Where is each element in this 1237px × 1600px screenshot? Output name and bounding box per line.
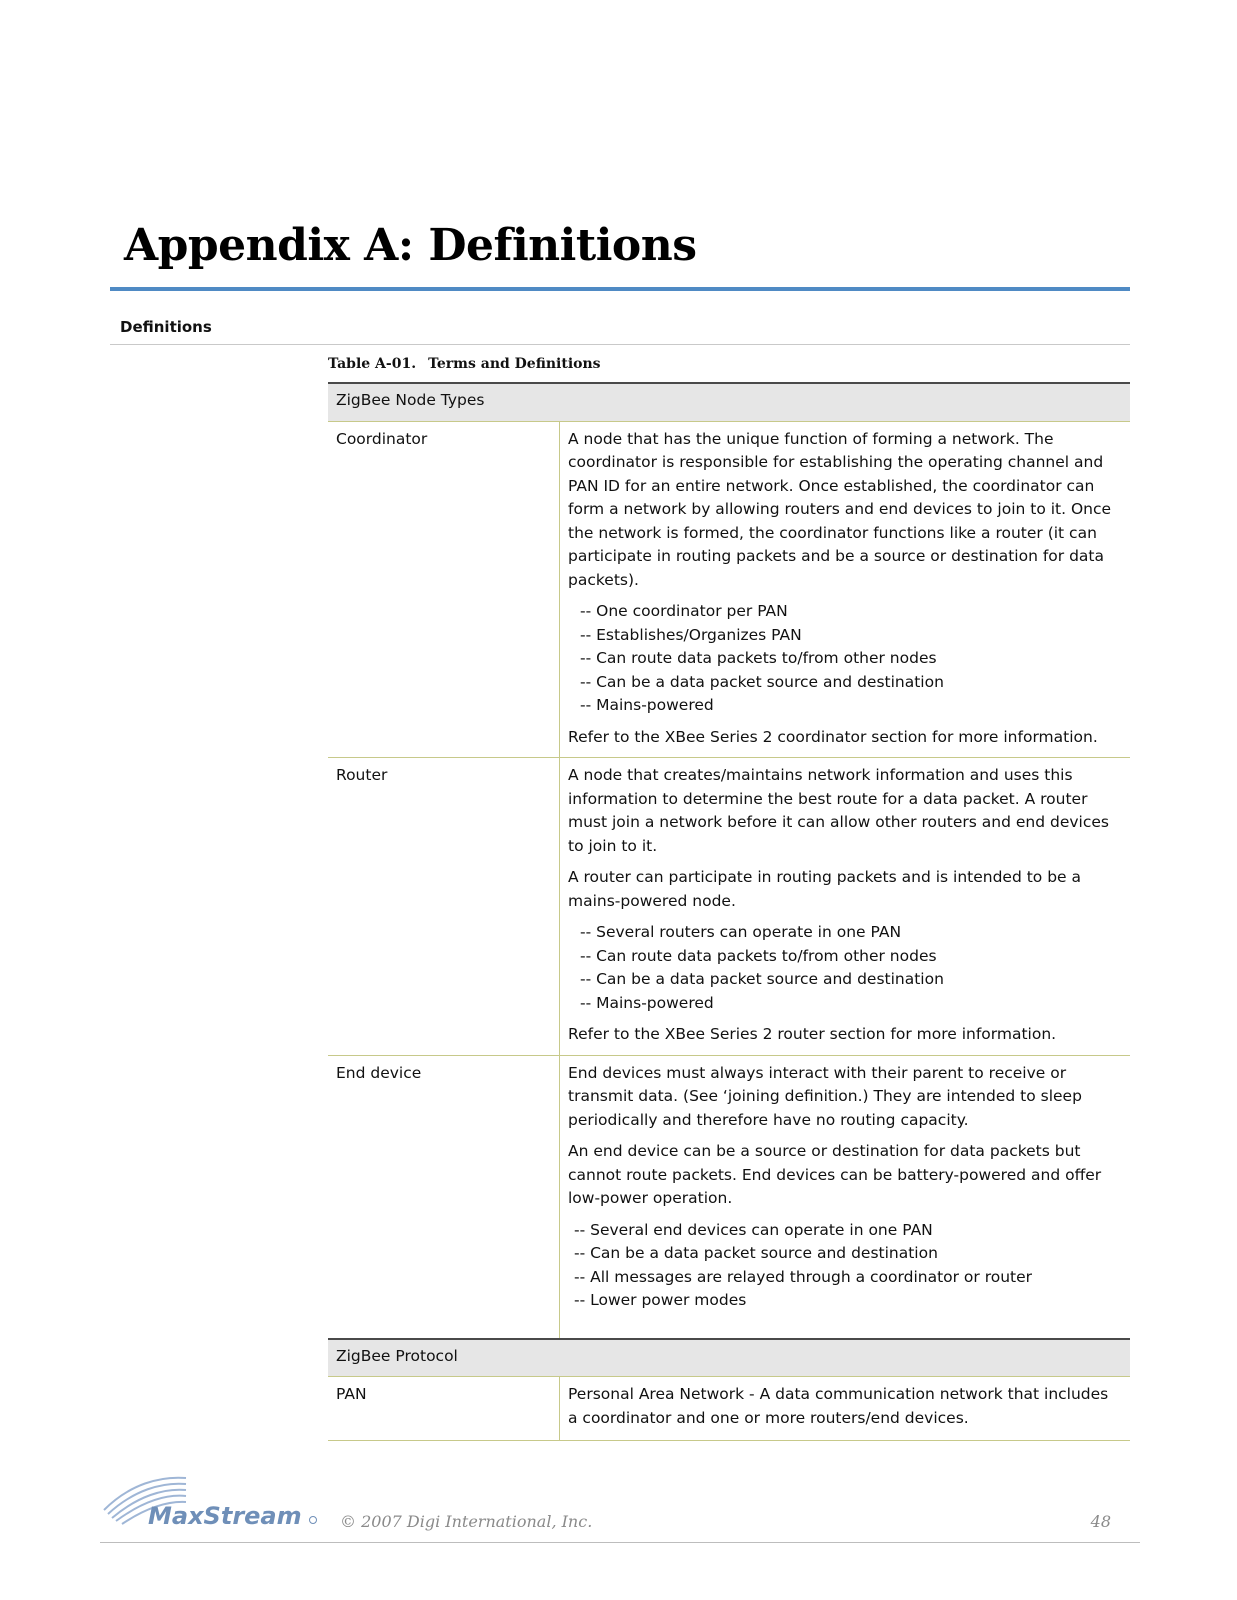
definition-paragraph: A node that creates/maintains network information and uses this information to determine the best route for a data packet. A router must join a network before it can allow other routers and end devices to join to it. (568, 766, 1109, 855)
term-router: Router (328, 758, 560, 1056)
list-item: -- Several routers can operate in one PAN (580, 923, 902, 941)
term-coordinator: Coordinator (328, 421, 560, 758)
list-item: -- Establishes/Organizes PAN (580, 625, 802, 644)
definition-closing: Refer to the XBee Series 2 coordinator section for more information. (568, 727, 1098, 746)
group-header-protocol: ZigBee Protocol (328, 1339, 1130, 1377)
logo-text: MaxStream (148, 1502, 302, 1530)
table-row (328, 1055, 1130, 1339)
table-row (328, 1377, 1130, 1441)
group-header-node-types: ZigBee Node Types (328, 383, 1130, 421)
definition-paragraph: Personal Area Network - A data communication network that includes a coordinator and one or more routers/end devices. (568, 1385, 1109, 1427)
list-item: -- Can route data packets to/from other nodes (580, 946, 937, 965)
list-item: -- Can be a data packet source and destination (574, 1244, 938, 1262)
definition-paragraph: A router can participate in routing packets and is intended to be a mains-powered node. (568, 868, 1082, 910)
table-caption (328, 356, 601, 372)
group-header-row (328, 1339, 1130, 1377)
page-title: Appendix A: Definitions (124, 220, 697, 271)
list-item: -- Mains-powered (580, 696, 714, 714)
term-end-device: End device (328, 1055, 560, 1339)
list-item: -- Can route data packets to/from other nodes (580, 649, 937, 667)
list-item: -- All messages are relayed through a coordinator or router (574, 1267, 1033, 1286)
table-row (328, 421, 1130, 758)
list-item: -- One coordinator per PAN (580, 602, 788, 620)
group-header-row (328, 383, 1130, 421)
definition-router (560, 758, 1131, 1056)
list-item: -- Can be a data packet source and destination (580, 970, 944, 988)
title-rule (110, 287, 1130, 291)
table-caption-number: Table A-01. (328, 356, 417, 372)
table-row (328, 758, 1130, 1056)
maxstream-logo (100, 1474, 325, 1540)
feature-list (574, 1219, 1122, 1313)
definition-paragraph: An end device can be a source or destination for data packets but cannot route packets. End devices can be battery-powered and offer low-power operation. (568, 1142, 1102, 1207)
footer-rule (100, 1542, 1140, 1543)
footer-copyright: © 2007 Digi International, Inc. (340, 1512, 593, 1531)
definition-closing: Refer to the XBee Series 2 router section for more information. (568, 1025, 1057, 1043)
definition-pan (560, 1377, 1131, 1441)
page-number: 48 (1090, 1512, 1111, 1531)
feature-list (580, 921, 1122, 1015)
section-heading: Definitions (120, 318, 212, 336)
feature-list (580, 600, 1122, 718)
list-item: -- Mains-powered (580, 993, 714, 1012)
definition-paragraph: A node that has the unique function of forming a network. The coordinator is responsible for establishing the operating channel and PAN ID for an entire network. Once established, the coordinator can form a network by allowing routers and end devices to join to it. Once the network is formed, the coordinator functions like a router (it can participate in routing packets and be a source or destination for data packets). (568, 429, 1112, 589)
definitions-table (328, 382, 1130, 1441)
term-pan: PAN (328, 1377, 560, 1441)
definition-paragraph: End devices must always interact with their parent to receive or transmit data. (See ‘joining definition.) They are intended to sleep periodically and therefore have no routing capacity. (568, 1063, 1082, 1129)
definition-end-device (560, 1055, 1131, 1339)
list-item: -- Lower power modes (574, 1291, 747, 1309)
section-rule (110, 344, 1130, 345)
list-item: -- Can be a data packet source and destination (580, 672, 944, 691)
definition-coordinator (560, 421, 1131, 758)
list-item: -- Several end devices can operate in one PAN (574, 1220, 933, 1239)
table-caption-title: Terms and Definitions (428, 356, 601, 372)
